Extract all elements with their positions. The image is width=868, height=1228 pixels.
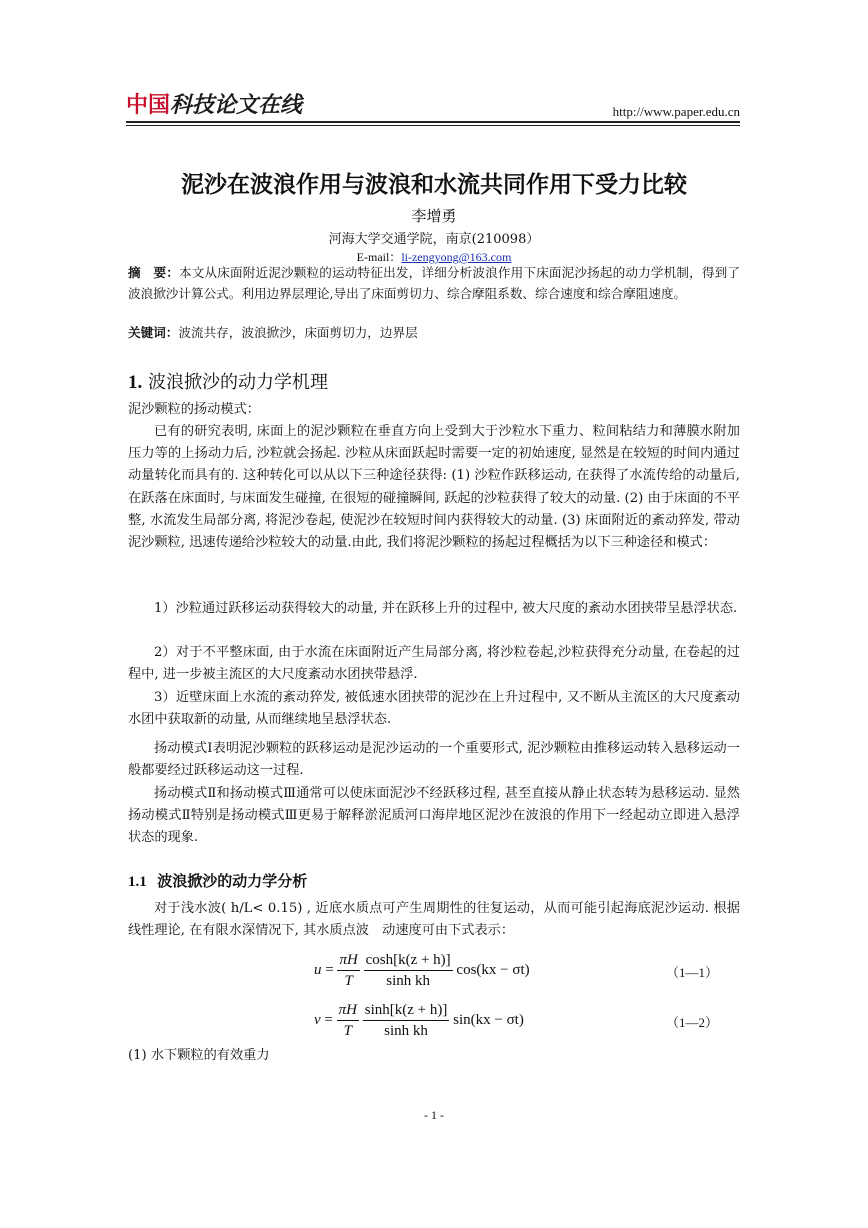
logo-part-red: 中国 (126, 93, 171, 118)
eq2-coefficient (337, 1000, 359, 1041)
section-1-intro: 泥沙颗粒的扬动模式： (128, 402, 260, 417)
abstract-text: 本文从床面附近泥沙颗粒的运动特征出发，详细分析波浪作用下床面泥沙扬起的动力学机制，得到了波浪掀沙计算公式。利用边界层理论,导出了床面剪切力、综合摩阻系数、综合速度和综合摩阻速度。 (128, 265, 741, 301)
eq1-lhs: u (314, 961, 322, 978)
section-1-paragraph-3: 2）对于不平整床面, 由于水流在床面附近产生局部分离, 将沙粒卷起,沙粒获得充分动量, 在卷起的过程中, 进一步被主流区的大尺度紊动水团挟带悬浮. (128, 645, 740, 683)
abstract-label: 摘 要： (128, 265, 180, 280)
eq1-coef-num: πH (337, 950, 359, 971)
eq1-tail: cos(kx − σt) (456, 961, 530, 978)
equation-1-2-number: （1—2） (666, 1015, 719, 1030)
eq2-frac-den: sinh kh (384, 1023, 428, 1039)
eq1-coefficient (337, 950, 359, 991)
paper-affiliation: 河海大学交通学院，南京(210098） (328, 232, 540, 247)
section-1-1-number: 1.1 (128, 874, 147, 890)
paper-author: 李增勇 (411, 207, 457, 225)
keywords (128, 322, 740, 343)
header-rule-thin (126, 125, 740, 126)
equation-1-2: v = $\frac{\pi H}{T}$ $\frac{\sinh[k(z + h)]}{\text{sinh kh}}$ sin(kx − σt) (314, 1002, 524, 1039)
keywords-text: 波流共存，波浪掀沙，床面剪切力，边界层 (178, 325, 418, 340)
section-1-paragraph-5: 扬动模式Ⅰ表明泥沙颗粒的跃移运动是泥沙运动的一个重要形式, 泥沙颗粒由推移运动转入悬移运动一般都要经过跃移运动这一过程. (128, 741, 740, 779)
section-1-heading (128, 368, 328, 394)
section-1-paragraph-1: 已有的研究表明, 床面上的泥沙颗粒在垂直方向上受到大于沙粒水下重力、粒间粘结力和薄膜水附加压力等的上扬动力后, 沙粒就会扬起. 沙粒从床面跃起时需要一定的初始速度, 显然是在较短的时间内通过动量转化而具有的. 这种转化可以从以下三种途径获得: (1) 沙粒作跃移运动, 在获得了水流传给的动量后, 在跃落在床面时, 与床面发生碰撞, 在很短的碰撞瞬间, 跃起的沙粒获得了较大的动量. (2) 由于床面的不平整, 水流发生局部分离, 将泥沙卷起, 使泥沙在较短时间内获得较大的动量. (3) 床面附近的紊动猝发, 带动泥沙颗粒, 迅速传递给沙粒较大的动量.由此, 我们将泥沙颗粒的扬起过程概括为以下三种途径和模式： (128, 424, 740, 551)
email-link[interactable]: li-zengyong@163.com (401, 250, 512, 264)
equation-1-1: u = $\frac{\pi H}{T}$ $\frac{\cosh[k(z + h)]}{\text{sinh kh}}$ cos(kx − σt) (314, 952, 530, 989)
section-1-title: 波浪掀沙的动力学机理 (147, 372, 328, 393)
equation-1-1-number: （1—1） (666, 965, 719, 980)
page-number: - 1 - (424, 1108, 444, 1122)
section-1-paragraph-2: 1）沙粒通过跃移运动获得较大的动量, 并在跃移上升的过程中, 被大尺度的紊动水团挟带呈悬浮状态. (154, 601, 738, 616)
eq2-tail: sin(kx − σt) (453, 1011, 524, 1028)
eq2-fraction (363, 1000, 450, 1041)
section-1-number: 1. (128, 372, 143, 393)
eq2-lhs: v (314, 1011, 321, 1028)
section-1-1-title: 波浪掀沙的动力学分析 (157, 872, 308, 890)
keywords-label: 关键词： (128, 325, 179, 340)
email-label: E-mail： (356, 250, 402, 264)
section-1-1-after-equations: (1) 水下颗粒的有效重力 (128, 1048, 270, 1063)
section-1-paragraph-4: 3）近壁床面上水流的紊动猝发, 被低速水团挟带的泥沙在上升过程中, 又不断从主流区的大尺度紊动水团中获取新的动量, 从而继续地呈悬浮状态. (128, 690, 740, 728)
eq1-fraction (364, 950, 453, 991)
section-1-1-paragraph-1: 对于浅水波( h/L< 0.15) , 近底水质点可产生周期性的往复运动，从而可能引起海底泥沙运动. 根据线性理论, 在有限水深情况下, 其水质点波 动速度可由下式表示： (128, 901, 740, 939)
section-1-1-heading (128, 870, 307, 891)
header-rule (126, 121, 740, 123)
eq1-frac-num: cosh[k(z + h)] (364, 950, 453, 971)
site-url[interactable]: http://www.paper.edu.cn (612, 104, 740, 119)
site-logo (126, 92, 302, 120)
logo-part-dark: 科技论文在线 (170, 93, 303, 118)
eq1-coef-den: T (344, 973, 353, 989)
abstract (128, 262, 740, 304)
eq2-coef-den: T (343, 1023, 352, 1039)
section-1-paragraph-6: 扬动模式Ⅱ和扬动模式Ⅲ通常可以使床面泥沙不经跃移过程, 甚至直接从静止状态转为悬移运动. 显然扬动模式Ⅱ特别是扬动模式Ⅲ更易于解释淤泥质河口海岸地区泥沙在波浪的作用下一经起动立即进入悬浮状态的现象. (128, 786, 740, 846)
paper-title: 泥沙在波浪作用与波浪和水流共同作用下受力比较 (181, 172, 687, 198)
eq2-frac-num: sinh[k(z + h)] (363, 1000, 450, 1021)
eq1-frac-den: sinh kh (386, 973, 430, 989)
eq2-coef-num: πH (337, 1000, 359, 1021)
